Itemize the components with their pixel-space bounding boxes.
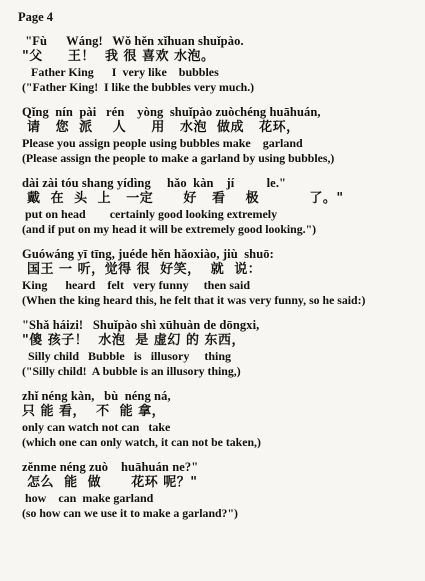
chinese-line: "傻 孩子！ 水泡 是 虚幻 的 东西， xyxy=(22,333,245,348)
stanza-4 xyxy=(22,247,419,308)
pinyin-line: zěnme néng zuò huāhuán ne?" xyxy=(22,460,199,474)
chinese-line: 戴 在 头 上 一定 好 看 极 了。" xyxy=(22,191,344,206)
translation-line: ("Father King! I like the bubbles very much.) xyxy=(22,80,255,94)
chinese-line: 请 您 派 人 用 水泡 做成 花环， xyxy=(22,120,300,135)
pinyin-line: zhǐ néng kàn, bù néng ná, xyxy=(22,389,171,403)
gloss-line: only can watch not can take xyxy=(22,420,171,434)
pinyin-line: "Fù Wáng! Wǒ hěn xǐhuan shuǐpào. xyxy=(22,34,244,48)
stanza-2 xyxy=(22,105,419,166)
chinese-line: 怎么 能 做 花环 呢？" xyxy=(22,475,198,490)
stanza-6 xyxy=(22,389,419,450)
gloss-line: Please you assign people using bubbles make garland xyxy=(22,136,303,150)
pinyin-line: Qǐng nín pài rén yòng shuǐpào zuòchéng huāhuán, xyxy=(22,105,321,119)
pinyin-line: "Shǎ háizi! Shuǐpào shì xūhuàn de dōngxi, xyxy=(22,318,260,332)
translation-line: (so how can we use it to make a garland?") xyxy=(22,506,238,520)
translation-line: (which one can only watch, it can not be taken,) xyxy=(22,435,261,449)
chinese-line: "父 王！ 我 很 喜欢 水泡。 xyxy=(22,49,215,64)
gloss-line: Father King I very like bubbles xyxy=(22,65,219,79)
stanza-3 xyxy=(22,176,419,237)
stanza-1 xyxy=(22,34,419,95)
translation-line: (Please assign the people to make a garland by using bubbles,) xyxy=(22,151,335,165)
gloss-line: King heard felt very funny then said xyxy=(22,278,251,292)
gloss-line: put on head certainly good looking extremely xyxy=(22,207,278,221)
gloss-line: how can make garland xyxy=(22,491,154,505)
translation-line: (When the king heard this, he felt that it was very funny, so he said:) xyxy=(22,293,366,307)
translation-line: ("Silly child! A bubble is an illusory thing,) xyxy=(22,364,241,378)
pinyin-line: dài zài tóu shang yídìng hǎo kàn jí le." xyxy=(22,176,287,190)
stanza-5 xyxy=(22,318,419,379)
gloss-line: Silly child Bubble is illusory thing xyxy=(22,349,232,363)
page-number: Page 4 xyxy=(18,10,54,24)
stanza-7 xyxy=(22,460,419,521)
chinese-line: 国王 一 听，觉得 很 好笑， 就 说： xyxy=(22,262,262,277)
pinyin-line: Guówáng yī tīng, juéde hěn hǎoxiào, jiù shuō: xyxy=(22,247,274,261)
translation-line: (and if put on my head it will be extremely good looking.") xyxy=(22,222,317,236)
chinese-line: 只 能 看， 不 能 拿， xyxy=(22,404,166,419)
